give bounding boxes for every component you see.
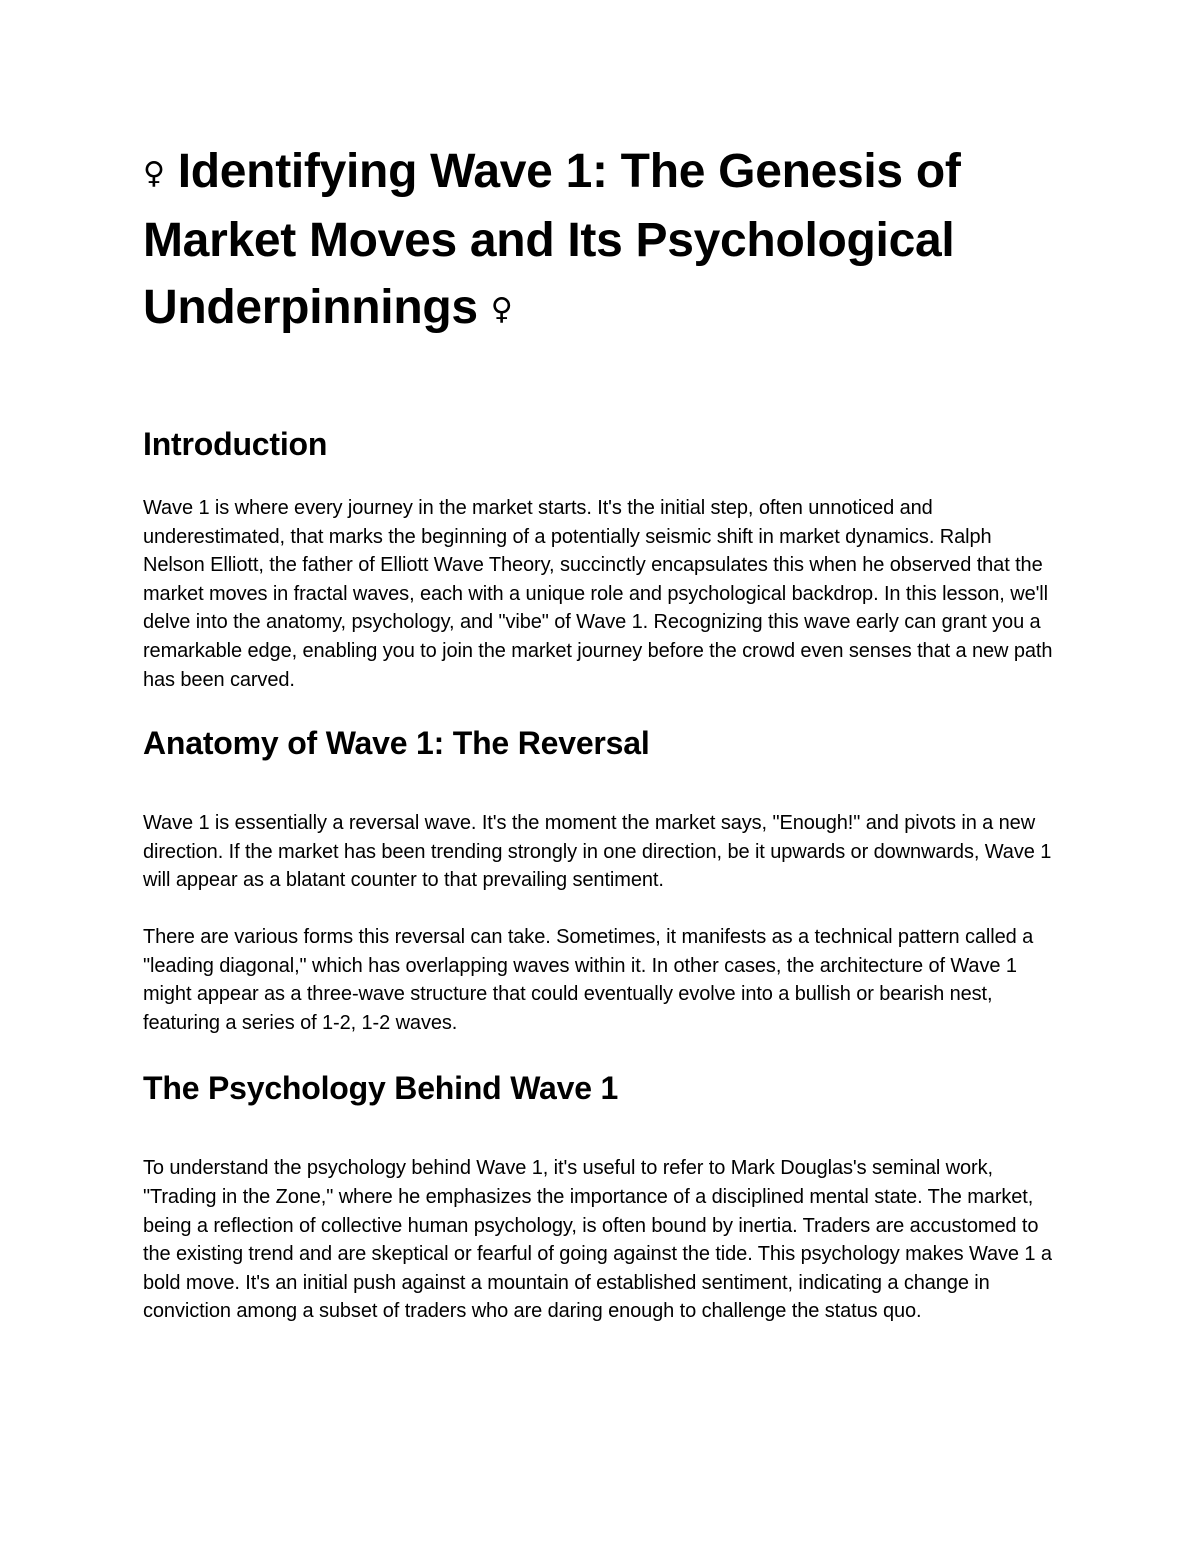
section-heading-psychology: The Psychology Behind Wave 1 bbox=[143, 1070, 619, 1107]
paragraph-anatomy-forms: There are various forms this reversal can take. Sometimes, it manifests as a technical pattern called a "leading diagonal," which has overlapping waves within it. In other cases, the architecture of Wave 1 might appear as a three-wave structure that could eventually evolve into a bullish or bearish nest, featuring a series of 1-2, 1-2 waves. bbox=[143, 925, 1034, 1034]
female-sign-icon: ♀ bbox=[490, 292, 513, 327]
document-body bbox=[143, 138, 1058, 1326]
paragraph-introduction: Wave 1 is where every journey in the market starts. It's the initial step, often unnoticed and underestimated, that marks the beginning of a potentially seismic shift in market dynamics. Ralph Nelson Elliott, the father of Elliott Wave Theory, succinctly encapsulates this when he observed that the market moves in fractal waves, each with a unique role and psychological backdrop. In this lesson, we'll delve into the anatomy, psychology, and "vibe" of Wave 1. Recognizing this wave early can grant you a remarkable edge, enabling you to join the market journey before the crowd even senses that a new path has been carved. bbox=[143, 497, 1053, 691]
page-title bbox=[143, 138, 1058, 343]
paragraph-psychology: To understand the psychology behind Wave 1, it's useful to refer to Mark Douglas's seminal work, "Trading in the Zone," where he emphasizes the importance of a disciplined mental state. The market, being a reflection of collective human psychology, is often bound by inertia. Traders are accustomed to the existing trend and are skeptical or fearful of going against the tide. This psychology makes Wave 1 a bold move. It's an initial push against a mountain of established sentiment, indicating a change in conviction among a subset of traders who are daring enough to challenge the status quo. bbox=[143, 1157, 1052, 1323]
female-sign-icon: ♀ bbox=[143, 156, 165, 191]
section-heading-anatomy: Anatomy of Wave 1: The Reversal bbox=[143, 725, 650, 762]
paragraph-anatomy-reversal: Wave 1 is essentially a reversal wave. It's the moment the market says, "Enough!" and pivots in a new direction. If the market has been trending strongly in one direction, be it upwards or downwards, Wave 1 will appear as a blatant counter to that prevailing sentiment. bbox=[143, 812, 1052, 892]
section-heading-introduction: Introduction bbox=[143, 426, 328, 462]
page-title-text: Identifying Wave 1: The Genesis of Market Moves and Its Psychological Underpinnings bbox=[143, 145, 961, 334]
